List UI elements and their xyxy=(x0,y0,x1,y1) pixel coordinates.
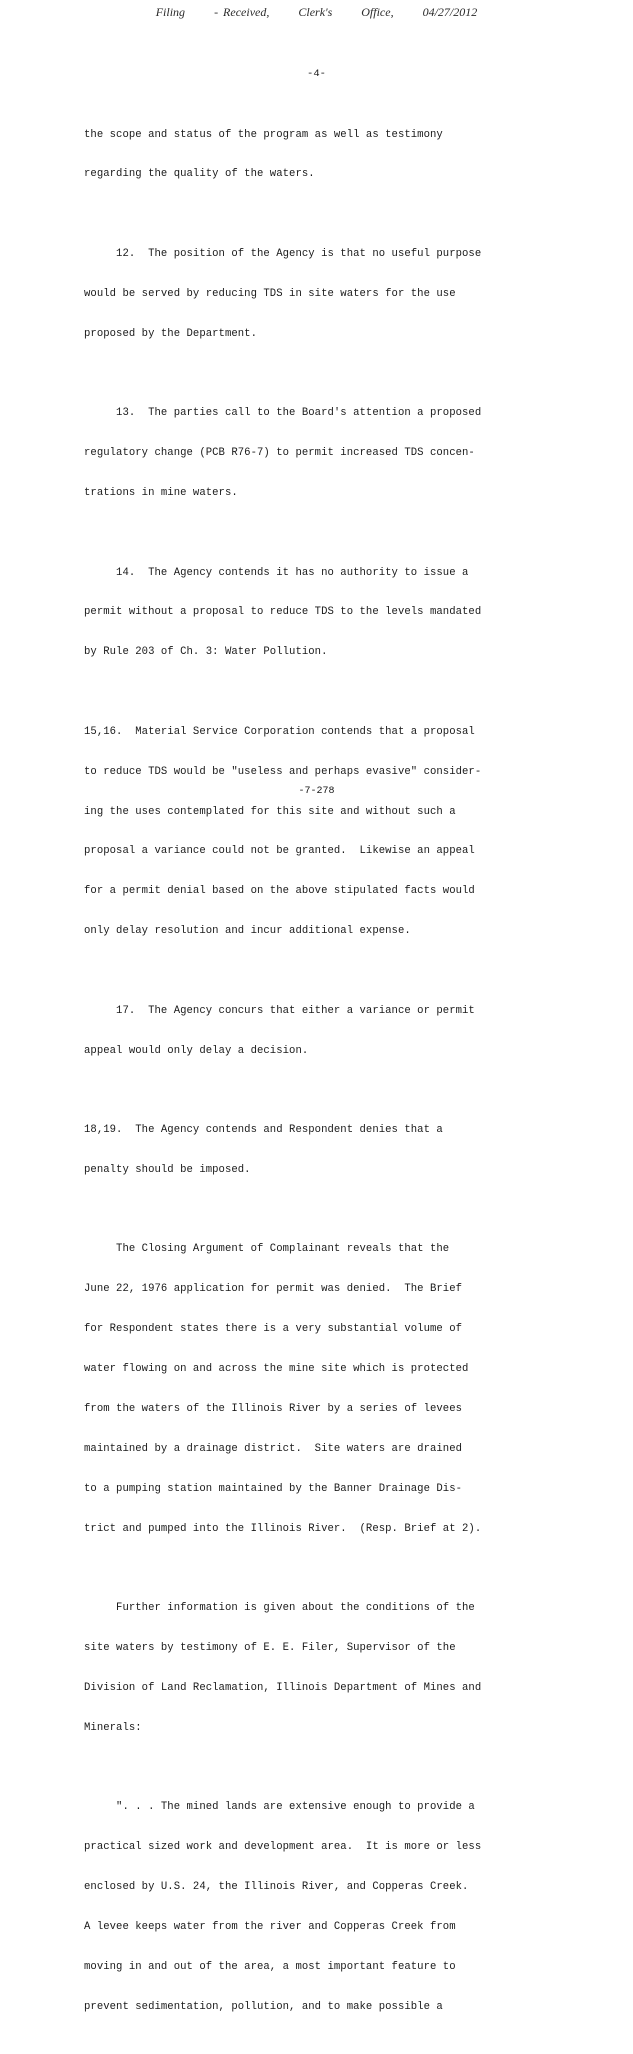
text-line: 14. The Agency contends it has no authority to issue a xyxy=(84,566,469,579)
text-line: maintained by a drainage district. Site waters are drained xyxy=(84,1442,463,1455)
filing-label: Filing xyxy=(155,5,186,19)
text-line: the scope and status of the program as well as testimony xyxy=(84,128,443,141)
paragraph-closing-argument xyxy=(84,1217,554,1563)
paragraph-15-16 xyxy=(84,699,554,965)
page-number: -4- xyxy=(307,68,326,80)
text-line: penalty should be imposed. xyxy=(84,1163,251,1176)
text-line: permit without a proposal to reduce TDS to the levels mandated xyxy=(84,606,482,619)
text-line: for Respondent states there is a very substantial volume of xyxy=(84,1323,463,1336)
document-body xyxy=(84,102,554,2054)
text-line: enclosed by U.S. 24, the Illinois River, and Copperas Creek. xyxy=(84,1881,469,1894)
paragraph-quote xyxy=(84,1775,554,2041)
text-line: to reduce TDS would be "useless and perhaps evasive" consider- xyxy=(84,765,482,778)
text-line: 18,19. The Agency contends and Respondent denies that a xyxy=(84,1124,443,1137)
text-line: would be served by reducing TDS in site waters for the use xyxy=(84,287,456,300)
text-line: Division of Land Reclamation, Illinois Department of Mines and xyxy=(84,1681,482,1694)
text-line: moving in and out of the area, a most important feature to xyxy=(84,1960,456,1973)
text-line: Further information is given about the conditions of the xyxy=(84,1602,475,1615)
text-line: 12. The position of the Agency is that no useful purpose xyxy=(84,247,482,260)
text-line: regulatory change (PCB R76-7) to permit increased TDS concen- xyxy=(84,447,475,460)
paragraph-13 xyxy=(84,381,554,527)
text-line: regarding the quality of the waters. xyxy=(84,168,315,181)
text-line: Minerals: xyxy=(84,1721,142,1734)
filing-date: 04/27/2012 xyxy=(422,5,478,19)
filing-stamp-header xyxy=(0,5,633,20)
text-line: prevent sedimentation, pollution, and to make possible a xyxy=(84,2000,443,2013)
clerks-label: Clerk's xyxy=(298,5,333,19)
text-line: 13. The parties call to the Board's attention a proposed xyxy=(84,407,482,420)
text-line: only delay resolution and incur additional expense. xyxy=(84,925,411,938)
text-line: ing the uses contemplated for this site and without such a xyxy=(84,805,456,818)
text-line: for a permit denial based on the above stipulated facts would xyxy=(84,885,475,898)
received-label: - Received, xyxy=(214,5,270,19)
text-line: proposed by the Department. xyxy=(84,327,257,340)
paragraph-further-information xyxy=(84,1576,554,1762)
text-line: site waters by testimony of E. E. Filer, Supervisor of the xyxy=(84,1642,456,1655)
text-line: ". . . The mined lands are extensive enough to provide a xyxy=(84,1801,475,1814)
text-line: The Closing Argument of Complainant reveals that the xyxy=(84,1243,450,1256)
text-line: trict and pumped into the Illinois River. (Resp. Brief at 2). xyxy=(84,1522,482,1535)
text-line: practical sized work and development area. It is more or less xyxy=(84,1841,482,1854)
paragraph-18-19 xyxy=(84,1097,554,1203)
text-line: water flowing on and across the mine site which is protected xyxy=(84,1363,469,1376)
footer-page-number: -7-278 xyxy=(298,786,335,797)
paragraph-scope xyxy=(84,102,554,208)
paragraph-14 xyxy=(84,540,554,686)
text-line: 17. The Agency concurs that either a variance or permit xyxy=(84,1004,475,1017)
text-line: June 22, 1976 application for permit was denied. The Brief xyxy=(84,1283,463,1296)
paragraph-17 xyxy=(84,978,554,1084)
text-line: from the waters of the Illinois River by a series of levees xyxy=(84,1403,463,1416)
paragraph-12 xyxy=(84,221,554,367)
text-line: appeal would only delay a decision. xyxy=(84,1044,309,1057)
text-line: trations in mine waters. xyxy=(84,487,238,500)
text-line: proposal a variance could not be granted. Likewise an appeal xyxy=(84,845,475,858)
text-line: 15,16. Material Service Corporation contends that a proposal xyxy=(84,725,475,738)
text-line: by Rule 203 of Ch. 3: Water Pollution. xyxy=(84,646,328,659)
office-label: Office, xyxy=(361,5,394,19)
text-line: A levee keeps water from the river and Copperas Creek from xyxy=(84,1921,456,1933)
text-line: to a pumping station maintained by the Banner Drainage Dis- xyxy=(84,1482,463,1495)
